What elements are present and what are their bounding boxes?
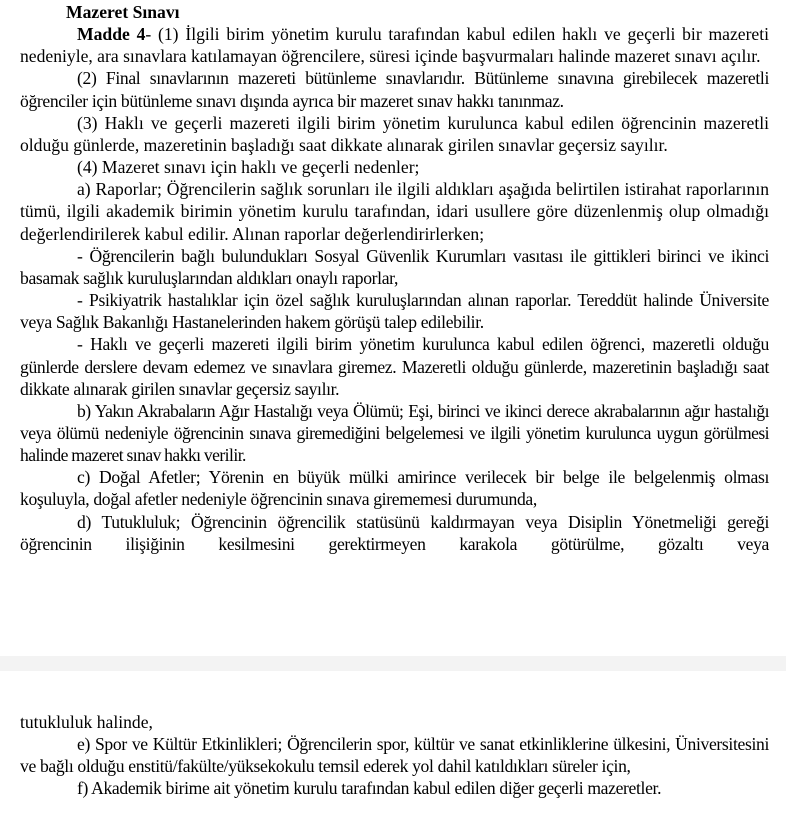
paragraph-text: Haklı ve geçerli mazereti ilgili birim yönetim kurulunca kabul edilen öğrencinin mazeretli olduğu günlerde, mazeretinin başladığı saat dikkate alınarak girilen sınavlar geçersiz sayılır. bbox=[20, 112, 769, 155]
article-paragraph-3 bbox=[20, 112, 769, 156]
article-label: Madde 4 bbox=[77, 24, 146, 45]
paragraph-number: (1) bbox=[158, 24, 179, 45]
reason-a-sub-2 bbox=[20, 289, 769, 333]
reason-a-sub-1 bbox=[20, 245, 769, 289]
reason-letter: a) bbox=[77, 179, 91, 200]
paragraph-text: Mazeret sınavı için haklı ve geçerli nedenler; bbox=[101, 157, 420, 178]
sub-item-text: Psikiyatrik hastalıklar için özel sağlık kuruluşlarından alınan raporlar. Tereddüt halinde Üniversite veya Sağlık Bakanlığı Hastanelerinden hakem görüşü talep edilebilir. bbox=[20, 290, 769, 333]
reason-letter: d) bbox=[77, 511, 91, 532]
reason-text: Spor ve Kültür Etkinlikleri; Öğrencilerin spor, kültür ve sanat etkinliklerine ülkesini, Üniversitesini ve bağlı olduğu enstitü/fakülte/yüksekokulu temsil ederek yol dahil katıldıkları süreler için, bbox=[20, 734, 769, 777]
reason-b bbox=[20, 400, 769, 466]
paragraph-number: (4) bbox=[77, 157, 98, 178]
reason-letter: c) bbox=[77, 467, 90, 488]
reason-e bbox=[20, 733, 769, 777]
reason-letter: b) bbox=[77, 400, 91, 421]
bullet-dash: - bbox=[77, 334, 83, 355]
page-separator bbox=[0, 656, 786, 671]
reason-a-sub-3 bbox=[20, 333, 769, 399]
article-paragraph-4 bbox=[20, 156, 769, 178]
sub-item-text: Haklı ve geçerli mazereti ilgili birim yönetim kurulunca kabul edilen öğrenci, mazeretli olduğu günlerde derslere devam edemez ve sınavlara giremez. Mazeretli olduğu günlerde, mazeretinin başladığı saat dikkate alınarak girilen sınavlar geçersiz sayılır. bbox=[20, 334, 769, 399]
document-page-2 bbox=[0, 671, 786, 831]
paragraph-number: (2) bbox=[77, 68, 97, 89]
reason-text: Raporlar; Öğrencilerin sağlık sorunları ile ilgili aldıkları aşağıda belirtilen istirahat raporlarının tümü, ilgili akademik birimin yönetim kurulu tarafından, idari usullere göre düzenlenmiş olup olmadığı değerlendirilerek kabul edilir. Alınan raporlar değerlendirirlerken; bbox=[20, 179, 770, 244]
reason-text: Akademik birime ait yönetim kurulu tarafından kabul edilen diğer geçerli mazeretler. bbox=[91, 778, 662, 799]
page-2-text bbox=[20, 711, 769, 800]
page-1-text bbox=[20, 1, 769, 555]
reason-text: Doğal Afetler; Yörenin en büyük mülki amirince verilecek bir belge ile belgelenmiş olması koşuluyla, doğal afetler nedeniyle öğrencinin sınava girememesi durumunda, bbox=[20, 467, 769, 510]
bullet-dash: - bbox=[77, 245, 83, 266]
paragraph-text: Final sınavlarının mazereti bütünleme sınavlarıdır. Bütünleme sınavına girebilecek mazeretli öğrenciler için bütünleme sınavı dışında ayrıca bir mazeret sınav hakkı tanınmaz. bbox=[20, 68, 769, 111]
reason-d-part-1 bbox=[20, 511, 769, 555]
paragraph-text: İlgili birim yönetim kurulu tarafından kabul edilen haklı ve geçerli bir mazereti nedeniyle, ara sınavlara katılamayan öğrencilere, süresi içinde başvurmaları halinde mazeret sınavı açılır. bbox=[20, 24, 770, 67]
reason-text: Yakın Akrabaların Ağır Hastalığı veya Ölümü; Eşi, birinci ve ikinci derece akrabalarının ağır hastalığı veya ölümü nedeniyle öğrencinin sınava giremediğini belgelemesi ve ilgili yönetim kurulunca uygun görülmesi halinde mazeret sınav hakkı verilir. bbox=[20, 400, 769, 466]
bullet-dash: - bbox=[77, 290, 83, 311]
reason-d-part-2: tutukluluk halinde, bbox=[20, 712, 153, 732]
sub-item-text: Öğrencilerin bağlı bulundukları Sosyal Güvenlik Kurumları vasıtası ile gittikleri birinci ve ikinci basamak sağlık kuruluşlarından aldıkları onaylı raporlar, bbox=[20, 245, 769, 288]
article-paragraph-1 bbox=[20, 23, 769, 67]
article-paragraph-2 bbox=[20, 67, 769, 111]
article-label-suffix: - bbox=[145, 24, 152, 45]
reason-a bbox=[20, 178, 769, 244]
paragraph-number: (3) bbox=[77, 112, 98, 133]
reason-c bbox=[20, 466, 769, 510]
section-title: Mazeret Sınavı bbox=[66, 2, 180, 22]
reason-letter: e) bbox=[77, 734, 90, 755]
reason-letter: f) bbox=[77, 778, 89, 799]
reason-f bbox=[20, 777, 769, 799]
reason-text: Tutukluluk; Öğrencinin öğrencilik statüsünü kaldırmayan veya Disiplin Yönetmeliği gereği öğrencinin ilişiğinin kesilmesini gerektirmeyen karakola götürülme, gözaltı veya bbox=[20, 511, 769, 554]
